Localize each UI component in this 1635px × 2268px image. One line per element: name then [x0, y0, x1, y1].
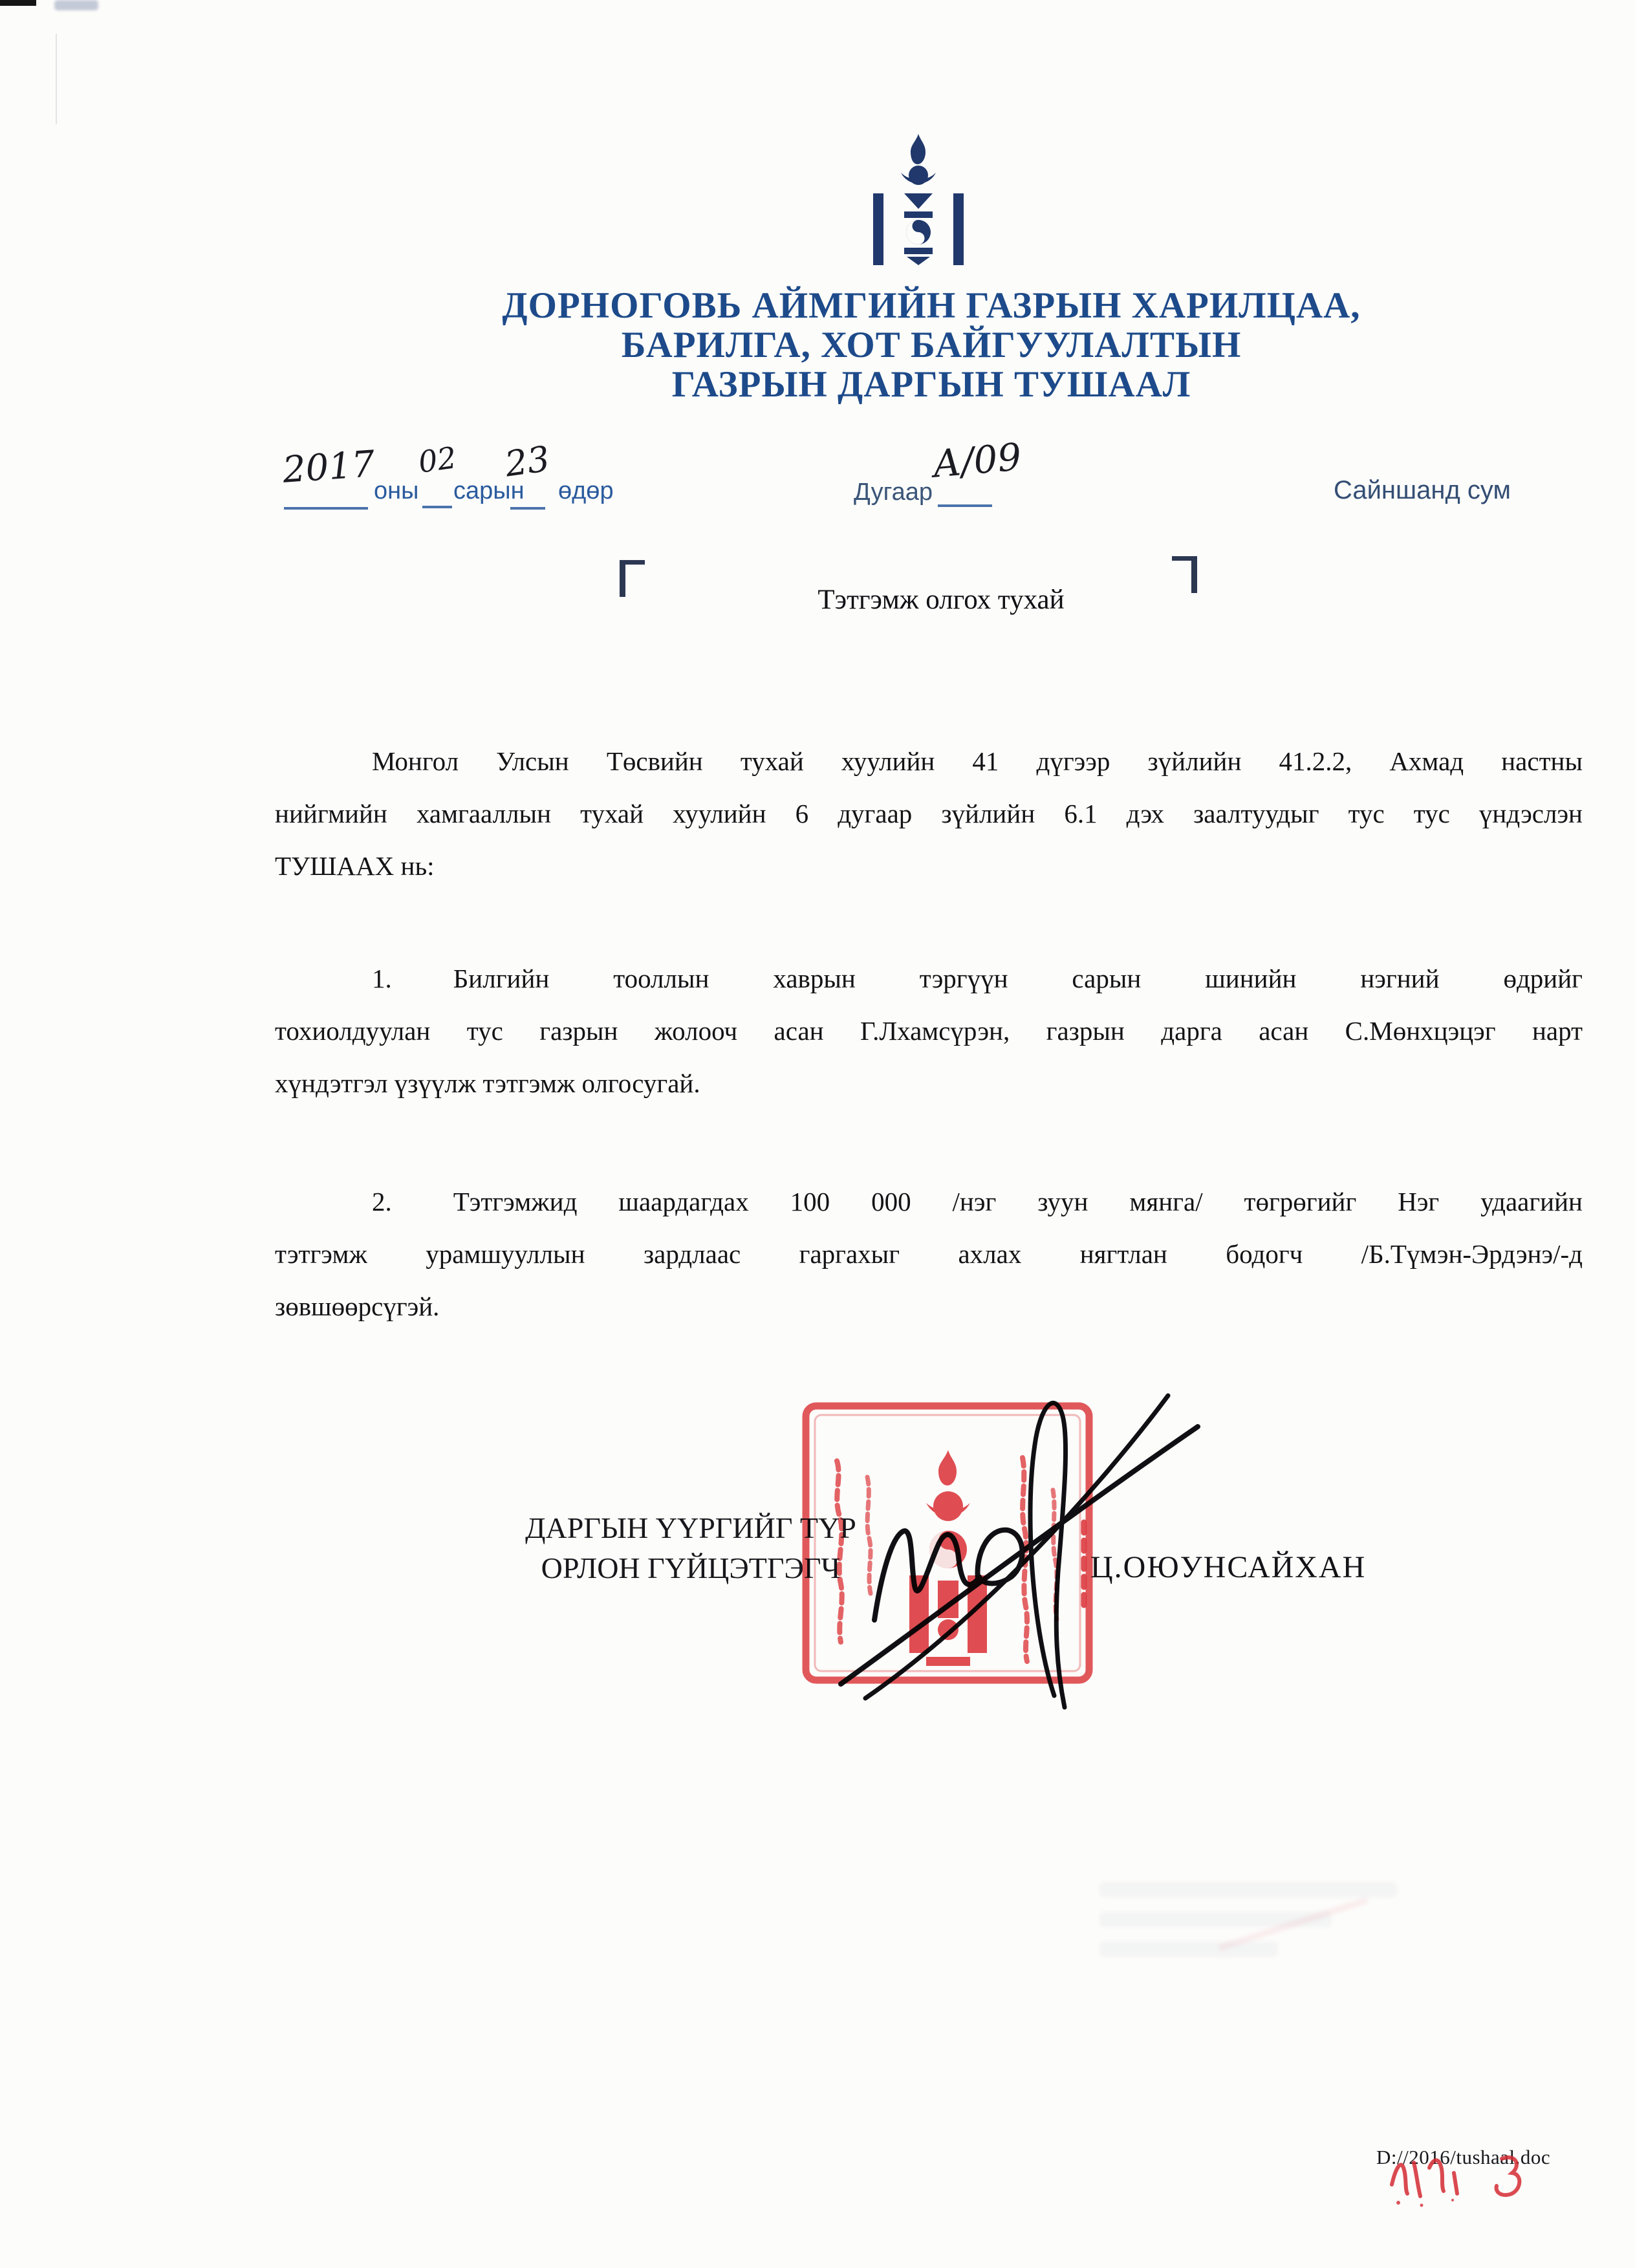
preamble-paragraph [275, 735, 1583, 892]
item1-number: 1. [372, 964, 392, 993]
day-label: өдөр [558, 477, 614, 504]
document-title: Тэтгэмж олгох тухай [817, 585, 1065, 615]
bleed-through-ghost [1099, 1882, 1397, 2011]
handwritten-document-number: А/09 [931, 435, 1023, 486]
red-ink-annotation-icon [1384, 2150, 1546, 2212]
handwritten-year: 2017 [281, 443, 376, 491]
year-underline [284, 507, 368, 510]
item1-line: тохиолдуулан тус газрын жолооч асан Г.Лхамсүрэн, газрын дарга асан С.Мөнхцэцэг нарт [275, 1016, 1583, 1046]
ghost-line [1099, 1882, 1397, 1897]
item2-text: Тэтгэмжид шаардагдах 100 000 /нэг зуун мянга/ төгрөгийг Нэг удаагийн [453, 1187, 1583, 1216]
item1-text: Билгийн тооллын хаврын тэргүүн сарын шинийн нэгний өдрийг [453, 964, 1583, 993]
soyombo-emblem-icon [873, 134, 964, 265]
scan-edge-line [56, 34, 57, 124]
org-name-line1: ДОРНОГОВЬ АЙМГИЙН ГАЗРЫН ХАРИЛЦАА, [502, 285, 1361, 326]
item1-line [275, 953, 1583, 1005]
org-header [285, 286, 1578, 404]
preamble-line: нийгмийн хамгааллын тухай хуулийн 6 дугаар зүйлийн 6.1 дэх заалтуудыг тус тус үндэслэн [275, 799, 1583, 828]
file-path-label: D://2016/tushaal.doc [1376, 2146, 1551, 2168]
month-label: сарын [453, 477, 525, 504]
day-underline [510, 507, 545, 510]
item1-line: хүндэтгэл үзүүлж тэтгэмж олгосугай. [275, 1068, 700, 1098]
handwritten-day: 23 [502, 438, 552, 485]
handwritten-signature-icon [828, 1377, 1216, 1727]
month-underline [422, 506, 452, 508]
order-item-2 [275, 1176, 1583, 1333]
preamble-line: ТУШААХ нь: [275, 851, 435, 881]
item2-line: тэтгэмж урамшууллын зардлаас гаргахыг ахлах нягтлан бодогч /Б.Түмэн-Эрдэнэ/-д [275, 1239, 1583, 1269]
ghost-line [1099, 1941, 1278, 1957]
number-underline [938, 504, 992, 507]
handwritten-month: 02 [416, 440, 459, 480]
preamble-line: Монгол Улсын Төсвийн тухай хуулийн 41 дүгээр зүйлийн 41.2.2, Ахмад настны [372, 746, 1583, 776]
order-item-1 [275, 953, 1583, 1110]
signer-position-line1: ДАРГЫН ҮҮРГИЙГ ТҮР [525, 1511, 856, 1544]
document-number-group [854, 435, 1061, 517]
org-name-line3: ГАЗРЫН ДАРГЫН ТУШААЛ [671, 364, 1191, 405]
item2-line: зөвшөөрсүгэй. [275, 1291, 440, 1321]
org-name-line2: БАРИЛГА, ХОТ БАЙГУУЛАЛТЫН [621, 325, 1242, 365]
scan-edge-artifact [0, 0, 36, 6]
date-field-group [281, 438, 645, 517]
location-label: Сайншанд сум [1334, 476, 1511, 504]
scan-smudge-artifact [54, 0, 98, 10]
signer-name: Ц.ОЮУНСАЙХАН [1090, 1550, 1367, 1584]
year-label: оны [374, 477, 419, 504]
signer-position-line2: ОРЛОН ГҮЙЦЭТГЭГЧ [541, 1551, 841, 1584]
item2-line [275, 1176, 1583, 1228]
item2-number: 2. [372, 1187, 392, 1216]
number-label: Дугаар [854, 479, 933, 506]
